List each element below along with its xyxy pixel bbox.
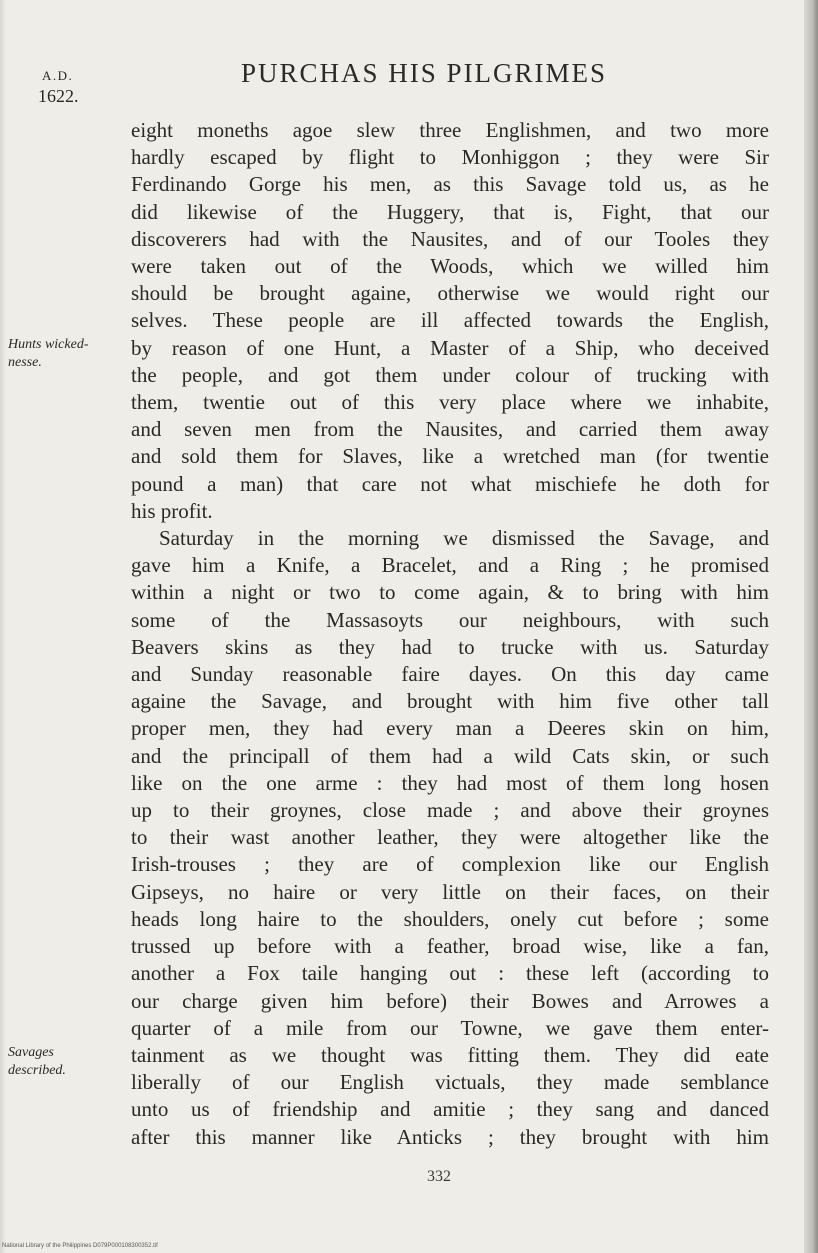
body-text [131,117,769,1151]
body-line: proper men, they had every man a Deeres skin on him, [131,716,769,741]
body-line: liberally of our English victuals, they made semblance [131,1070,769,1095]
margin-note-line: nesse. [8,355,42,370]
scan-footer: National Library of the Philippines D079P000108300352.tif [2,1243,158,1249]
body-line: Saturday in the morning we dismissed the Savage, and [159,526,769,551]
running-title: PURCHAS HIS PILGRIMES [241,58,608,88]
body-line: within a night or two to come again, & to bring with him [131,580,769,605]
body-line: Gipseys, no haire or very little on their faces, on their [131,879,769,904]
body-line: and Sunday reasonable faire dayes. On this day came [131,662,769,687]
body-line: hardly escaped by flight to Monhiggon ; they were Sir [131,145,769,170]
margin-note-line: described. [8,1063,66,1078]
body-line: heads long haire to the shoulders, onely cut before ; some [131,906,769,931]
margin-note-line: Hunts wicked- [8,337,89,352]
body-line: Irish-trouses ; they are of complexion like our English [131,852,769,877]
body-line: another a Fox taile hanging out : these left (according to [131,961,769,986]
year-label: 1622. [38,86,79,106]
body-line: up to their groynes, close made ; and above their groynes [131,798,769,823]
body-line: them, twentie out of this very place where we inhabite, [131,390,769,415]
body-line: and sold them for Slaves, like a wretched man (for twentie [131,444,769,469]
page-number: 332 [427,1168,451,1185]
body-line: the people, and got them under colour of trucking with [131,362,769,387]
body-line: eight moneths agoe slew three Englishmen, and two more [131,118,769,142]
body-line: unto us of friendship and amitie ; they sang and danced [131,1097,769,1122]
margin-note-savages-described [8,1044,126,1080]
body-line: againe the Savage, and brought with him five other tall [131,689,769,714]
body-line: and seven men from the Nausites, and carried them away [131,417,769,442]
body-line: like on the one arme : they had most of them long hosen [131,770,769,795]
margin-note-hunts-wickednesse [8,336,126,372]
body-line: and the principall of them had a wild Cats skin, or such [131,743,769,768]
body-line: his profit. [131,498,213,523]
body-line: some of the Massasoyts our neighbours, with such [131,607,769,632]
body-line: trussed up before with a feather, broad wise, like a fan, [131,934,769,959]
spine-shadow [0,0,6,1253]
body-line: should be brought againe, otherwise we would right our [131,281,769,306]
ad-label: A.D. [42,68,74,83]
body-line: quarter of a mile from our Towne, we gave them enter- [131,1015,769,1040]
body-line: pound a man) that care not what mischiefe he doth for [131,471,769,496]
year-block [38,68,108,107]
body-line: were taken out of the Woods, which we willed him [131,254,769,279]
margin-note-line: Savages [8,1045,54,1060]
body-line: Beavers skins as they had to trucke with us. Saturday [131,634,769,659]
body-line: by reason of one Hunt, a Master of a Ship, who deceived [131,335,769,360]
body-line: gave him a Knife, a Bracelet, and a Ring ; he promised [131,553,769,578]
body-line: after this manner like Anticks ; they brought with him [131,1124,769,1149]
body-line: did likewise of the Huggery, that is, Fight, that our [131,199,769,224]
page-edge [804,0,818,1253]
body-line: selves. These people are ill affected towards the English, [131,308,769,333]
body-line: discoverers had with the Nausites, and of our Tooles they [131,226,769,251]
body-line: Ferdinando Gorge his men, as this Savage told us, as he [131,172,769,197]
body-line: our charge given him before) their Bowes and Arrowes a [131,988,769,1013]
body-line: tainment as we thought was fitting them. They did eate [131,1042,769,1067]
body-line: to their wast another leather, they were altogether like the [131,825,769,850]
